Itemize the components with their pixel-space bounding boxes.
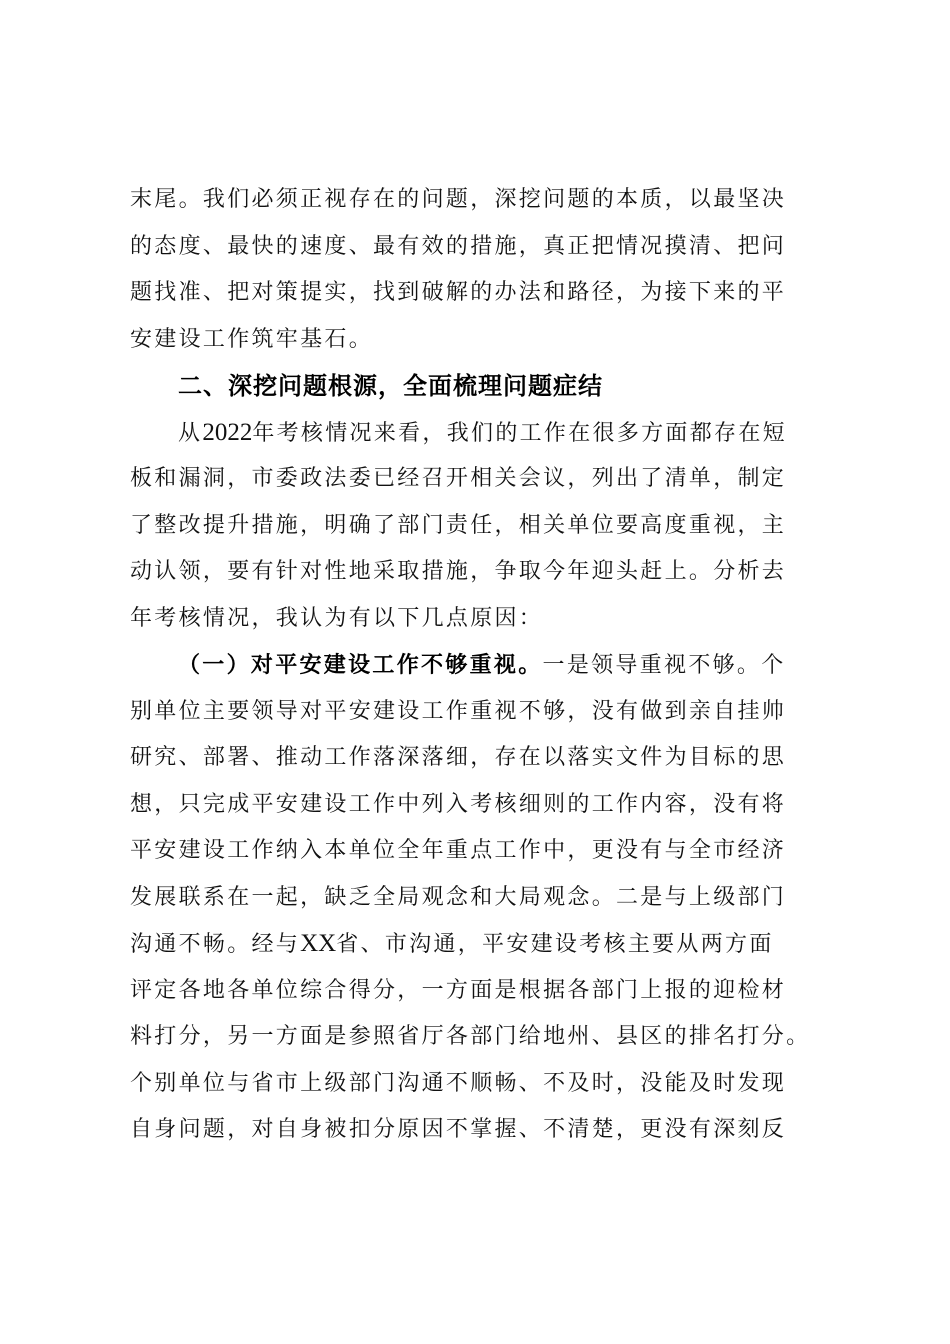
- body-line: 板和漏洞，市委政法委已经召开相关会议，列出了清单，制定: [130, 466, 787, 491]
- body-line: 自身问题，对自身被扣分原因不掌握、不清楚，更没有深刻反: [130, 1117, 787, 1142]
- text-fragment: 省、市沟通，平安建设考核主要从两方面: [336, 932, 774, 957]
- body-line: 的态度、最快的速度、最有效的措施，真正把情况摸清、把问: [130, 233, 787, 259]
- document-page: [130, 177, 820, 1154]
- text-fragment: 沟通不畅。经与: [130, 932, 301, 957]
- subheading-line: [130, 642, 820, 689]
- paragraph-start-line: [130, 410, 820, 457]
- body-line: [130, 921, 820, 968]
- text-fragment: 年考核情况来看，我们的工作在很多方面都存在短: [252, 420, 787, 446]
- body-line: 安建设工作筑牢基石。: [130, 326, 374, 352]
- text-fragment: 从: [178, 420, 203, 446]
- body-line: 年考核情况，我认为有以下几点原因：: [130, 605, 544, 631]
- body-line: 评定各地各单位综合得分，一方面是根据各部门上报的迎检材: [130, 977, 787, 1003]
- body-line: 动认领，要有针对性地采取措施，争取今年迎头赶上。分析去: [130, 559, 787, 584]
- body-line: 题找准、把对策提实，找到破解的办法和路径，为接下来的平: [130, 280, 787, 305]
- body-line: 末尾。我们必须正视存在的问题，深挖问题的本质，以最坚决: [130, 187, 787, 212]
- text-fragment: 一是领导重视不够。个: [542, 653, 786, 678]
- body-line: 平安建设工作纳入本单位全年重点工作中，更没有与全市经济: [130, 838, 787, 863]
- body-line: 了整改提升措施，明确了部门责任，相关单位要高度重视，主: [130, 512, 787, 538]
- placeholder-code: XX: [300, 930, 337, 957]
- year-number: 2022: [202, 418, 253, 446]
- section-heading: 二、深挖问题根源，全面梳理问题症结: [178, 372, 603, 400]
- body-line: 想，只完成平安建设工作中列入考核细则的工作内容，没有将: [130, 791, 787, 817]
- body-line: 个别单位与省市上级部门沟通不顺畅、不及时，没能及时发现: [130, 1070, 787, 1096]
- body-line: 料打分，另一方面是参照省厅各部门给地州、县区的排名打分。: [130, 1024, 811, 1049]
- body-line: 发展联系在一起，缺乏全局观念和大局观念。二是与上级部门: [130, 884, 787, 910]
- subheading-title: （一）对平安建设工作不够重视。: [178, 652, 543, 678]
- body-line: 别单位主要领导对平安建设工作重视不够，没有做到亲自挂帅: [130, 698, 787, 724]
- body-line: 研究、部署、推动工作落深落细，存在以落实文件为目标的思: [130, 745, 787, 770]
